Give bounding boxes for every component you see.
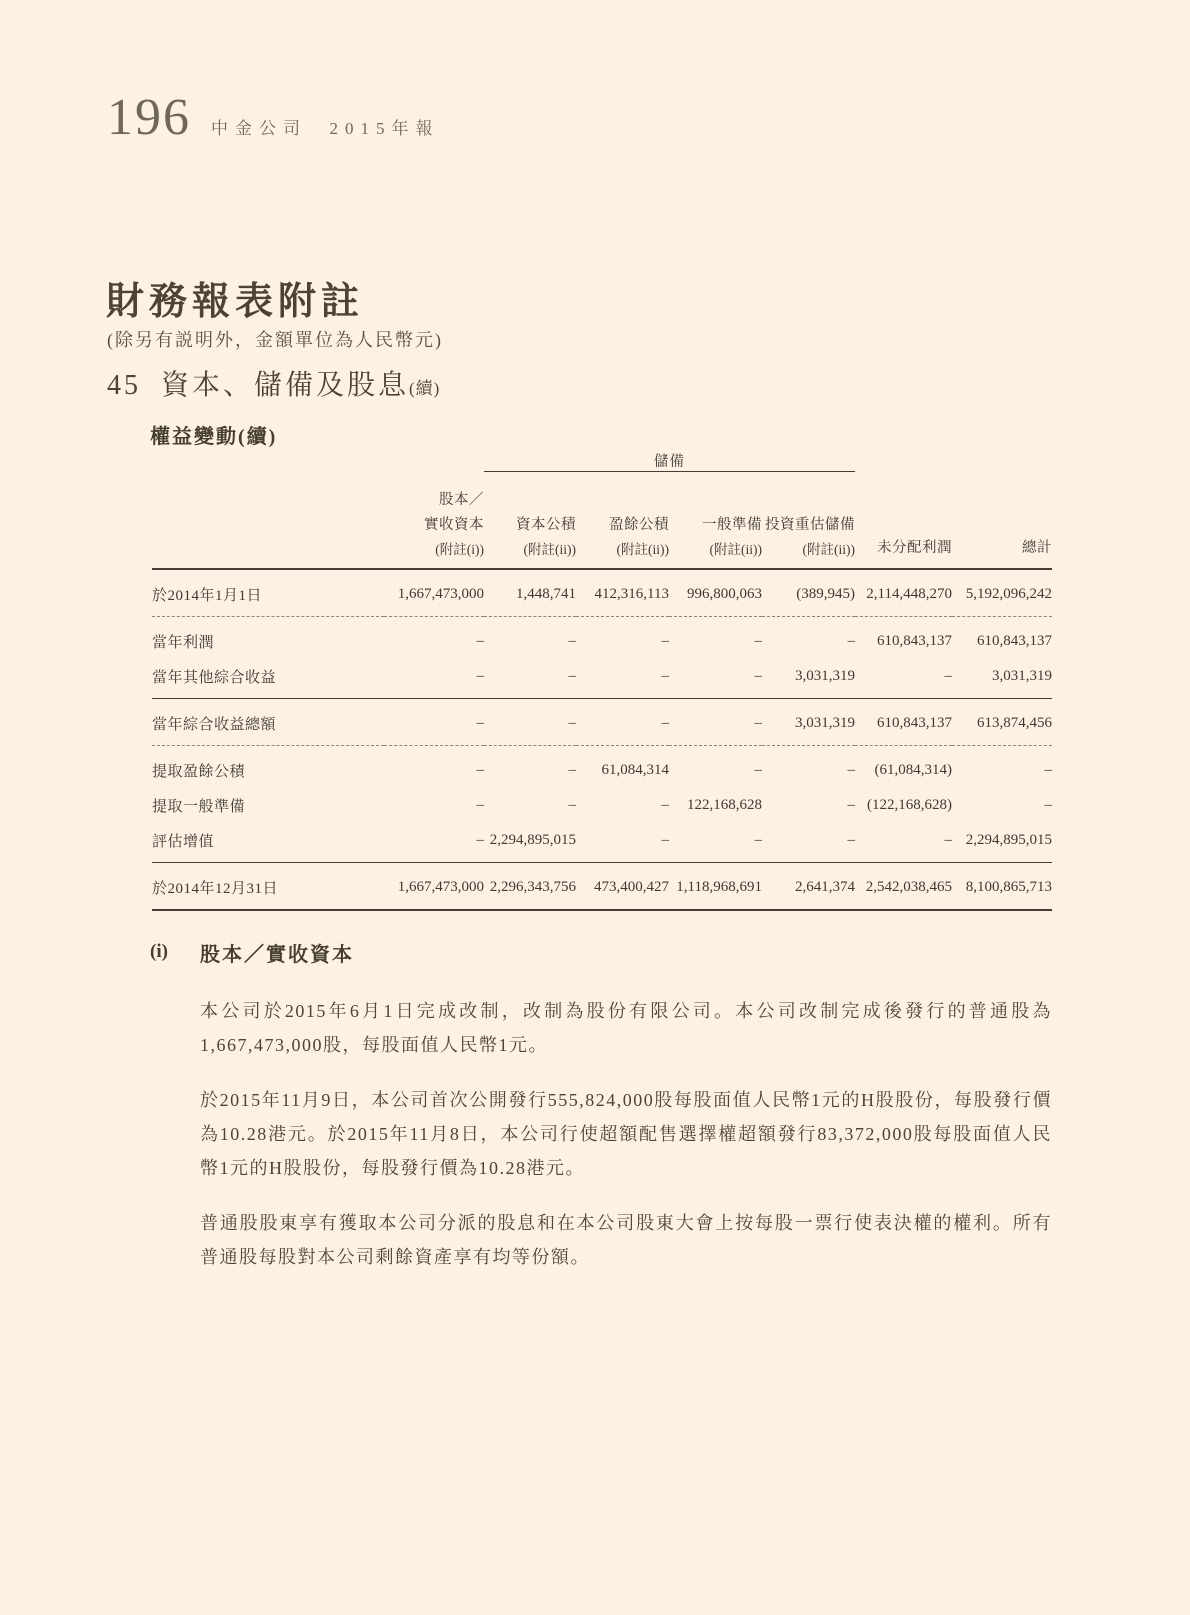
- column-note: (附註(i)): [435, 541, 484, 557]
- subsection-title: 權益變動(續): [150, 426, 278, 448]
- table-cell: 2,542,038,465: [855, 862, 952, 910]
- row-label: 當年其他綜合收益: [152, 659, 384, 699]
- table-cell: 5,192,096,242: [952, 569, 1052, 617]
- column-title: 盈餘公積: [609, 516, 669, 533]
- table-cell: –: [576, 659, 669, 699]
- spanner-spacer: [152, 450, 484, 472]
- table-row: [152, 788, 1052, 823]
- table-cell: (61,084,314): [874, 761, 952, 778]
- table-cell: 473,400,427: [576, 862, 669, 910]
- table-cell: –: [669, 659, 762, 699]
- report-edition: 2015年報: [329, 119, 440, 138]
- row-label: 提取一般準備: [152, 798, 246, 815]
- section-number: 45: [107, 370, 141, 401]
- table-cell: –: [669, 698, 762, 745]
- table-cell: 122,168,628: [687, 796, 762, 813]
- table-cell: 8,100,865,713: [952, 862, 1052, 910]
- column-title: 股本／: [439, 491, 484, 508]
- table-cell: 613,874,456: [952, 698, 1052, 745]
- table-cell: 1,667,473,000: [384, 862, 484, 910]
- table-cell: (122,168,628): [867, 796, 952, 813]
- table-cell: –: [576, 698, 669, 745]
- table-row: [152, 823, 1052, 863]
- reserves-group-header: 儲備: [484, 450, 855, 472]
- equity-table-body: [152, 569, 1052, 910]
- table-cell: –: [476, 632, 484, 649]
- table-cell: –: [568, 796, 576, 813]
- column-note: (附註(ii)): [802, 541, 855, 557]
- column-title: 資本公積: [516, 516, 576, 533]
- table-cell: –: [762, 823, 855, 863]
- table-cell: –: [576, 823, 669, 863]
- table-cell: 61,084,314: [601, 761, 669, 778]
- section-title: 資本、儲備及股息: [161, 370, 410, 401]
- row-label: 於2014年12月31日: [152, 862, 384, 910]
- table-cell: –: [855, 823, 952, 863]
- table-row: [152, 616, 1052, 659]
- table-cell: –: [847, 761, 855, 778]
- table-cell: –: [384, 659, 484, 699]
- table-row: [152, 569, 1052, 617]
- table-cell: –: [661, 632, 669, 649]
- section-heading: [107, 363, 440, 403]
- table-cell: –: [384, 698, 484, 745]
- table-cell: –: [855, 659, 952, 699]
- table-cell: –: [669, 823, 762, 863]
- table-cell: –: [661, 796, 669, 813]
- column-note: (附註(ii)): [709, 541, 762, 557]
- table-cell: 1,667,473,000: [384, 569, 484, 617]
- report-name: [211, 114, 440, 139]
- table-cell: –: [847, 796, 855, 813]
- row-label: 評估增值: [152, 823, 384, 863]
- column-header: [762, 472, 855, 569]
- table-row: [152, 659, 1052, 699]
- note-paragraph: 本公司於2015年6月1日完成改制，改制為股份有限公司。本公司改制完成後發行的普通股為1,667,473,000股，每股面值人民幣1元。: [200, 1001, 1052, 1055]
- table-cell: –: [568, 632, 576, 649]
- column-note: (附註(ii)): [523, 541, 576, 557]
- table-cell: –: [484, 698, 576, 745]
- spanner-spacer: [855, 450, 1052, 472]
- table-cell: 3,031,319: [762, 659, 855, 699]
- table-cell: –: [1044, 761, 1052, 778]
- table-row: [152, 698, 1052, 745]
- table-column-header-row: [152, 472, 1052, 569]
- column-header: [384, 472, 484, 569]
- note-i-section: [150, 938, 1052, 1274]
- table-cell: –: [1044, 796, 1052, 813]
- column-header: [952, 472, 1052, 569]
- table-cell: 2,296,343,756: [484, 862, 576, 910]
- table-cell: 2,294,895,015: [484, 823, 576, 863]
- table-row: [152, 745, 1052, 788]
- note-i-label: (i): [150, 941, 168, 962]
- table-cell: 996,800,063: [669, 569, 762, 617]
- column-header-empty: [152, 472, 384, 569]
- table-cell: 1,118,968,691: [669, 862, 762, 910]
- column-header: [576, 472, 669, 569]
- table-cell: 2,114,448,270: [855, 569, 952, 617]
- table-cell: (389,945): [762, 569, 855, 617]
- note-paragraph: 普通股股東享有獲取本公司分派的股息和在本公司股東大會上按每股一票行使表決權的權利。所有普通股每股對本公司剩餘資產享有均等份額。: [200, 1213, 1052, 1267]
- table-cell: 412,316,113: [576, 569, 669, 617]
- page-number: 196: [107, 89, 191, 146]
- note-paragraph: 於2015年11月9日，本公司首次公開發行555,824,000股每股面值人民幣1元的H股股份，每股發行價為10.28港元。於2015年11月8日，本公司行使超額配售選擇權超額發行83,372,000股每股面值人民幣1元的H股股份，每股發行價為10.28港元。: [200, 1090, 1052, 1178]
- table-cell: 1,448,741: [484, 569, 576, 617]
- row-label: 於2014年1月1日: [152, 569, 384, 617]
- column-header: [484, 472, 576, 569]
- table-cell: –: [476, 796, 484, 813]
- row-label: 當年利潤: [152, 634, 215, 651]
- column-title: 一般準備: [702, 516, 762, 533]
- table-row: [152, 862, 1052, 910]
- table-cell: –: [847, 632, 855, 649]
- column-title: 未分配利潤: [877, 539, 952, 556]
- row-label: 提取盈餘公積: [152, 763, 246, 780]
- column-note: (附註(ii)): [616, 541, 669, 557]
- equity-movement-table: [152, 450, 1052, 911]
- table-cell: –: [484, 659, 576, 699]
- table-cell: 2,294,895,015: [952, 823, 1052, 863]
- column-header: [669, 472, 762, 569]
- column-title: 實收資本: [424, 516, 484, 533]
- company-name: 中金公司: [211, 119, 307, 138]
- table-cell: –: [754, 761, 762, 778]
- table-cell: 3,031,319: [952, 659, 1052, 699]
- table-cell: –: [476, 761, 484, 778]
- document-subtitle: (除另有説明外，金額單位為人民幣元): [107, 330, 443, 350]
- table-cell: 3,031,319: [762, 698, 855, 745]
- table-cell: 610,843,137: [855, 698, 952, 745]
- document-title: 財務報表附註: [106, 281, 365, 323]
- column-title: 總計: [1022, 539, 1052, 556]
- page-header: [107, 89, 440, 146]
- row-label: 當年綜合收益總額: [152, 698, 384, 745]
- column-header: [855, 472, 952, 569]
- table-cell: –: [384, 823, 484, 863]
- column-title: 投資重估儲備: [765, 516, 855, 533]
- note-i-heading: 股本／實收資本: [200, 944, 354, 966]
- table-cell: –: [568, 761, 576, 778]
- note-i-content: [200, 938, 1052, 1274]
- table-cell: 610,843,137: [877, 632, 952, 649]
- table-cell: 2,641,374: [762, 862, 855, 910]
- table-cell: –: [754, 632, 762, 649]
- section-continued-marker: (續): [409, 379, 441, 398]
- table-cell: 610,843,137: [977, 632, 1052, 649]
- table-spanner-row: [152, 450, 1052, 472]
